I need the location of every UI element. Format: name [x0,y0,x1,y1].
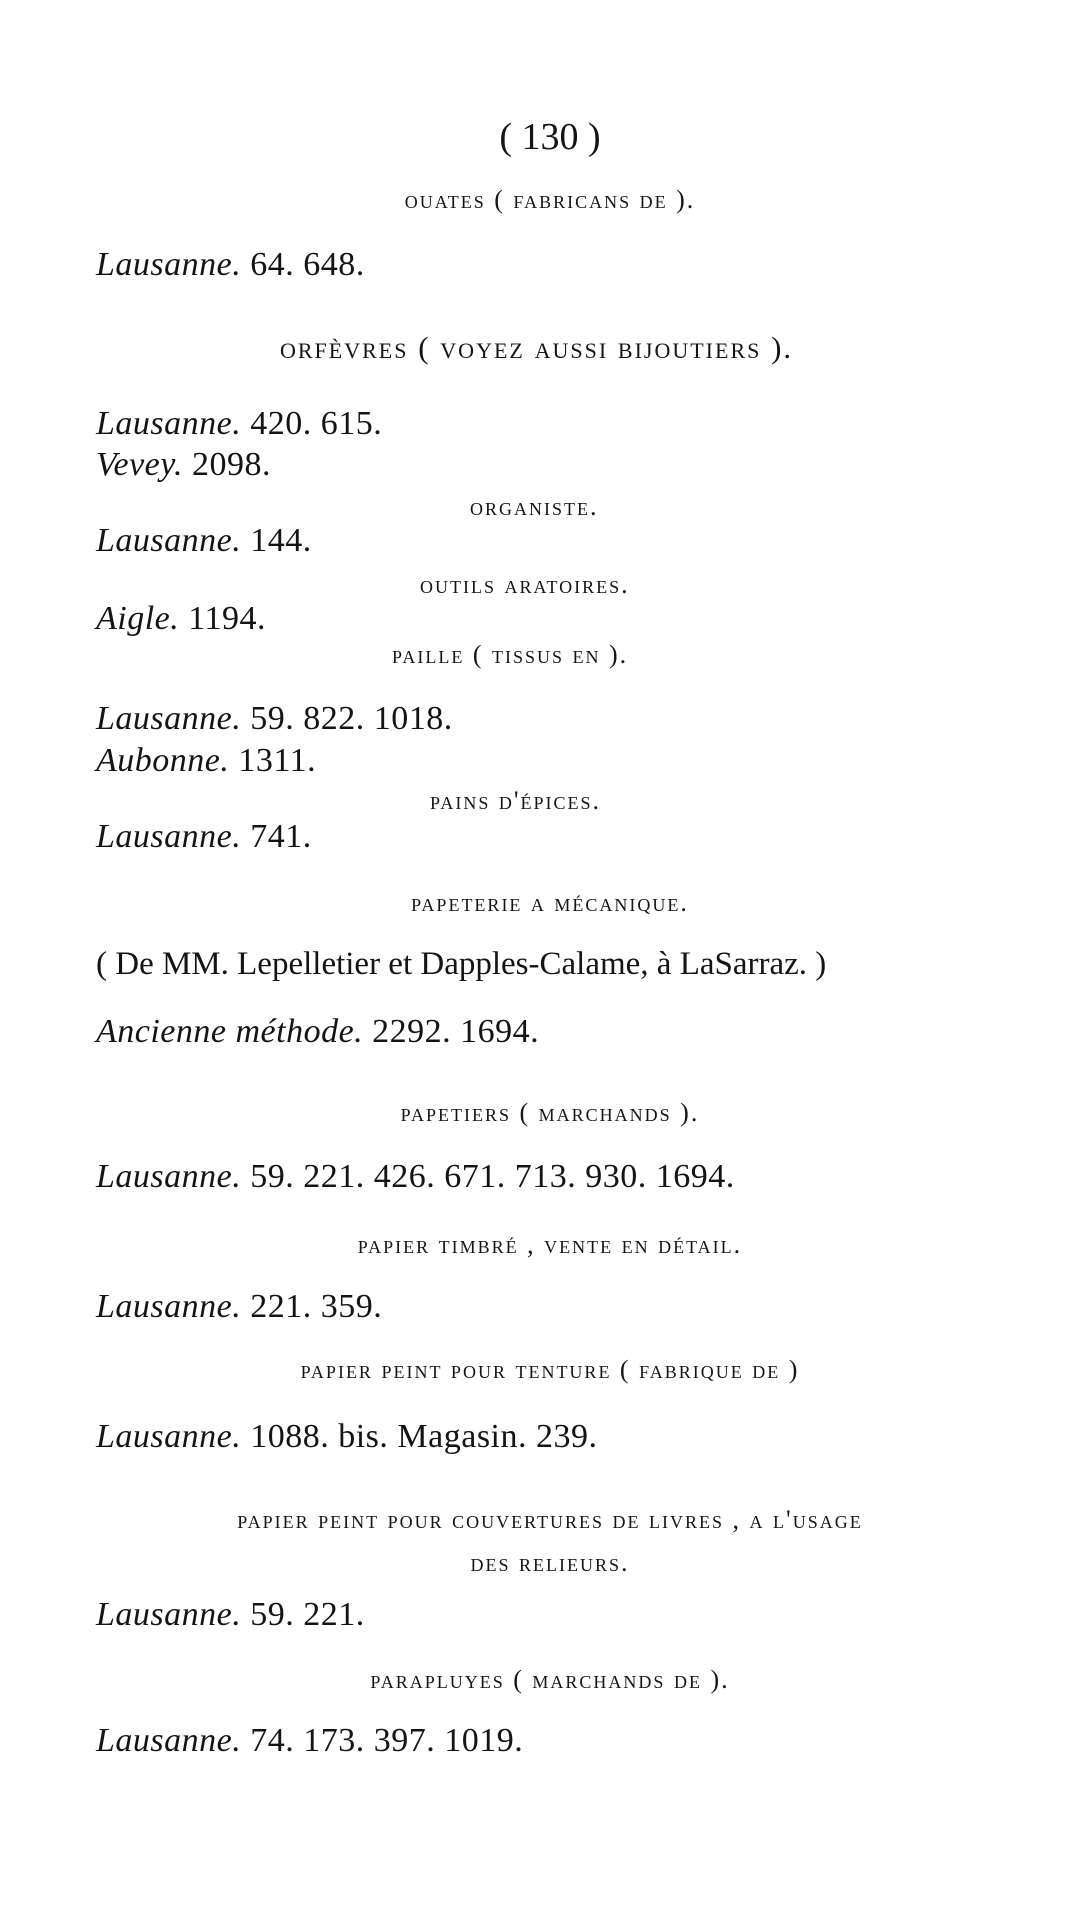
entry-numbers: 64. 648. [250,246,365,283]
entry-place: Vevey. [96,446,183,483]
entry-place: Ancienne méthode. [96,1013,364,1050]
entry-line [96,246,365,284]
entry-numbers: 420. 615. [250,405,383,442]
entry-place: Lausanne. [96,700,242,737]
section-heading-papier-livres-line1: papier peint pour couvertures de livres , a l'usage [237,1505,863,1534]
entry-numbers: 144. [250,522,312,559]
entry-numbers: 59. 221. [250,1596,365,1633]
entry-place: Lausanne. [96,1722,242,1759]
entry-place: Lausanne. [96,405,242,442]
entry-numbers: 59. 221. 426. 671. 713. 930. 1694. [250,1158,735,1195]
entry-numbers: 59. 822. 1018. [250,700,453,737]
section-heading-organiste: organiste. [470,492,599,521]
entry-line [96,1158,735,1196]
section-heading-parapluyes: parapluyes ( marchands de ). [370,1665,730,1694]
entry-line [96,600,266,638]
section-heading-papier-tenture: papier peint pour tenture ( fabrique de ) [300,1355,800,1384]
entry-place: Lausanne. [96,1418,242,1455]
section-heading-pains: pains d'épices. [430,786,602,815]
entry-line [96,742,316,780]
entry-line [96,1596,365,1634]
entry-line [96,1013,539,1051]
entry-line [96,522,312,560]
entry-line [96,700,453,738]
entry-line [96,1288,382,1326]
section-heading-papetiers: papetiers ( marchands ). [400,1098,700,1127]
section-heading-ouates: ouates ( fabricans de ). [404,185,696,214]
entry-line [96,1722,523,1760]
entry-place: Lausanne. [96,818,242,855]
entry-place: Lausanne. [96,246,242,283]
entry-place: Lausanne. [96,1596,242,1633]
entry-place: Lausanne. [96,1158,242,1195]
entry-line [96,1418,598,1456]
entry-line [96,405,382,443]
section-heading-outils: outils aratoires. [420,570,630,599]
section-heading-orfevres: orfèvres ( voyez aussi bijoutiers ). [280,330,794,365]
entry-place: Lausanne. [96,1288,242,1325]
entry-place: Aubonne. [96,742,230,779]
entry-line [96,818,312,856]
section-heading-paille: paille ( tissus en ). [392,640,629,669]
entry-numbers: 2098. [192,446,271,483]
section-note: ( De MM. Lepelletier et Dapples-Calame, à LaSarraz. ) [96,946,827,982]
entry-numbers: 2292. 1694. [372,1013,540,1050]
entry-numbers: 1311. [238,742,317,779]
section-heading-papier-livres-line2: des relieurs. [470,1548,630,1577]
section-heading-papeterie: papeterie a mécanique. [411,888,689,917]
entry-place: Aigle. [96,600,180,637]
entry-numbers: 221. 359. [250,1288,383,1325]
entry-numbers: 741. [250,818,312,855]
section-heading-papier-timbre: papier timbré , vente en détail. [357,1230,743,1259]
page-number: ( 130 ) [499,116,601,158]
entry-place: Lausanne. [96,522,242,559]
entry-line [96,446,271,484]
entry-numbers: 1088. bis. Magasin. 239. [250,1418,598,1455]
entry-numbers: 1194. [188,600,267,637]
entry-numbers: 74. 173. 397. 1019. [250,1722,524,1759]
